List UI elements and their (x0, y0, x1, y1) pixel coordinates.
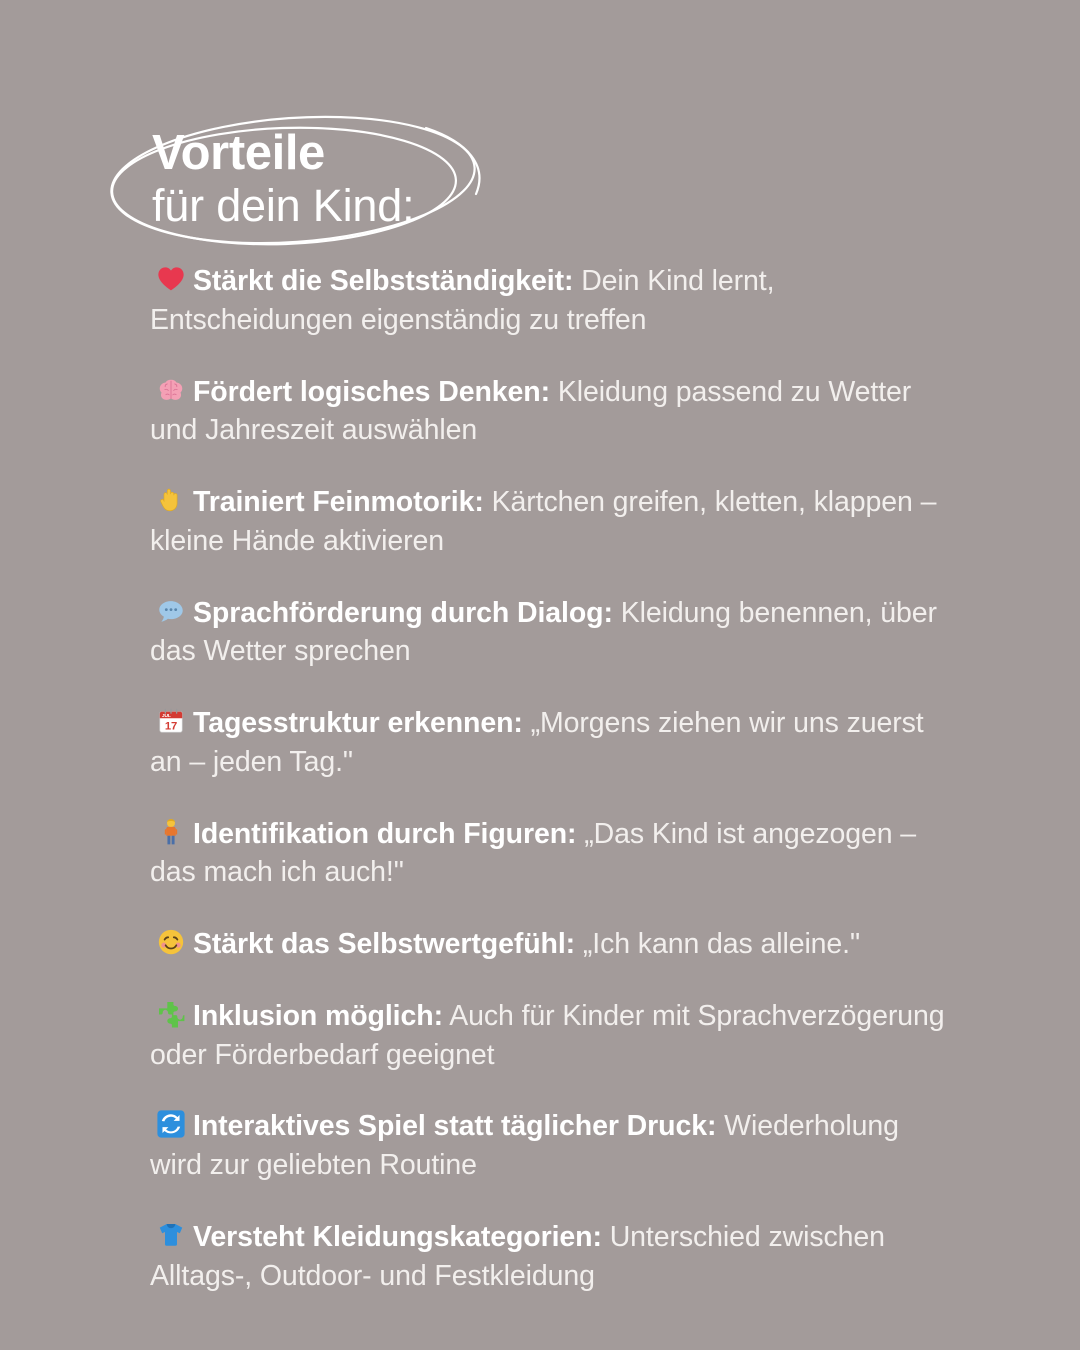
benefit-term: Stärkt die Selbstständigkeit: (193, 265, 574, 297)
t-shirt-icon (156, 1220, 186, 1250)
list-item (150, 262, 950, 340)
benefit-term: Trainiert Feinmotorik: (193, 486, 484, 518)
svg-text:17: 17 (164, 720, 178, 733)
list-item (150, 997, 950, 1075)
benefit-description: Kleidung passend zu Wetter und Jahreszeit auswählen (150, 375, 912, 447)
list-item (150, 925, 950, 964)
benefit-description: „Das Kind ist angezogen – das mach ich auch!" (150, 817, 917, 889)
list-item (150, 704, 950, 782)
brain-icon (156, 375, 186, 405)
benefit-term: Identifikation durch Figuren: (193, 817, 577, 850)
benefit-term: Stärkt das Selbstwertgefühl: (193, 928, 576, 960)
repeat-button-icon (156, 1109, 186, 1139)
list-item (150, 483, 950, 561)
benefit-description: Auch für Kinder mit Sprachverzögerung oder Förderbedarf geeignet (150, 999, 945, 1071)
benefit-term: Inklusion möglich: (193, 999, 443, 1032)
benefit-description: Wiederholung wird zur geliebten Routine (150, 1110, 899, 1181)
title-line-secondary: für dein Kind: (152, 179, 415, 231)
raised-hand-icon (156, 485, 186, 515)
smiling-face-icon (156, 927, 186, 957)
list-item (150, 373, 950, 451)
list-item (150, 1107, 950, 1185)
title-block (96, 108, 516, 256)
benefit-description: Kleidung benennen, über das Wetter sprechen (150, 596, 937, 668)
list-item (150, 1218, 950, 1296)
page-title (152, 128, 522, 230)
benefit-term: Interaktives Spiel statt täglicher Druck: (193, 1110, 717, 1143)
benefit-term: Fördert logisches Denken: (193, 375, 550, 408)
benefit-description: „Morgens ziehen wir uns zuerst an – jeden Tag." (150, 707, 924, 778)
standing-person-icon (156, 817, 186, 847)
benefit-description: Dein Kind lernt, Entscheidungen eigenständig zu treffen (150, 265, 775, 336)
title-line-primary: Vorteile (152, 126, 325, 180)
benefit-term: Sprachförderung durch Dialog: (193, 596, 613, 629)
benefit-description: Unterschied zwischen Alltags-, Outdoor- und Festkleidung (150, 1220, 885, 1292)
svg-text:JUL: JUL (161, 714, 171, 720)
benefit-term: Versteht Kleidungskategorien: (193, 1220, 602, 1253)
list-item (150, 815, 950, 893)
benefit-term: Tagesstruktur erkennen: (193, 707, 523, 739)
benefit-description: Kärtchen greifen, kletten, klappen – kleine Hände aktivieren (150, 486, 937, 557)
puzzle-piece-icon (156, 999, 186, 1029)
calendar-icon (156, 706, 186, 736)
benefits-list (150, 262, 950, 1295)
red-heart-icon (156, 264, 186, 294)
speech-balloon-icon (156, 596, 186, 626)
benefit-description: „Ich kann das alleine." (575, 928, 861, 960)
list-item (150, 594, 950, 672)
